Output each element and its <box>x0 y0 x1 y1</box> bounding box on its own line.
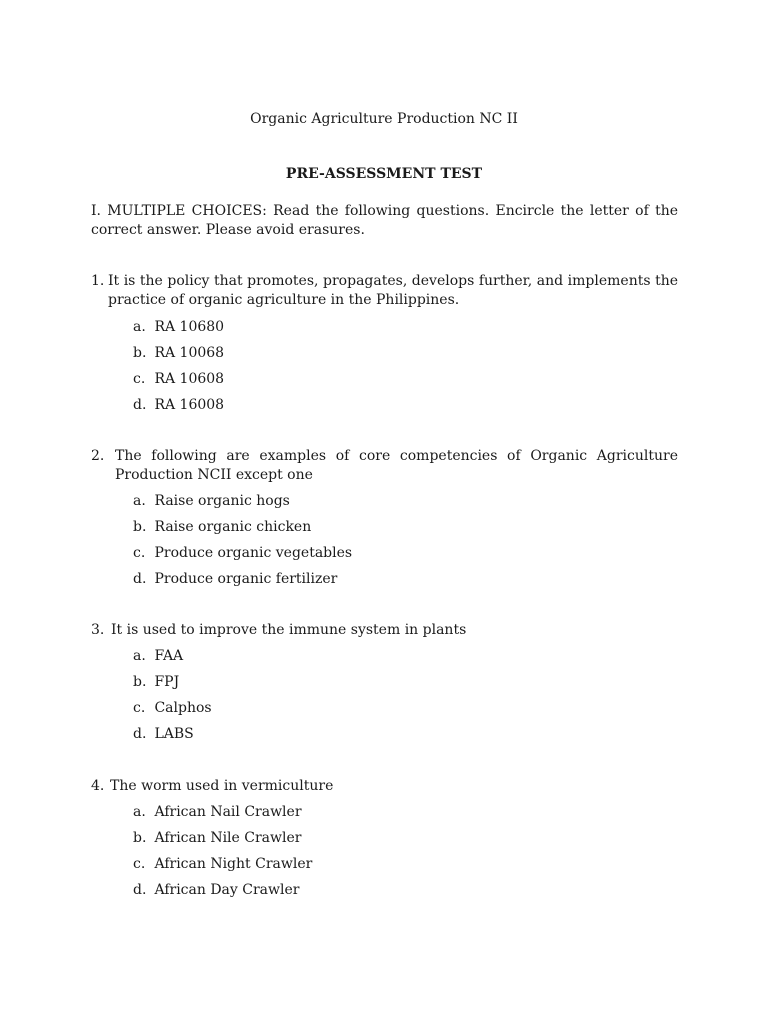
question-text: It is used to improve the immune system in plants <box>111 622 467 638</box>
option-text: RA 16008 <box>154 397 225 413</box>
option-d[interactable] <box>91 725 678 751</box>
question-2 <box>91 447 678 596</box>
option-letter: d. <box>133 571 147 587</box>
option-text: FAA <box>154 648 184 664</box>
question-stem <box>91 272 678 310</box>
option-b[interactable] <box>91 518 678 544</box>
option-text: LABS <box>154 726 194 742</box>
option-list <box>91 492 678 596</box>
instructions-text: I. MULTIPLE CHOICES: Read the following questions. Encircle the letter of the correct answer. Please avoid erasures. <box>91 203 678 238</box>
option-text: RA 10608 <box>154 371 225 387</box>
option-text: African Night Crawler <box>154 856 313 872</box>
option-d[interactable] <box>91 570 678 596</box>
question-text: It is the policy that promotes, propagates, develops further, and implements the practice of organic agriculture in the Philippines. <box>108 273 678 308</box>
option-text: African Nail Crawler <box>154 804 302 820</box>
option-text: African Day Crawler <box>154 882 300 898</box>
option-letter: d. <box>133 726 147 742</box>
option-letter: a. <box>133 319 146 335</box>
option-text: Produce organic fertilizer <box>154 571 338 587</box>
option-b[interactable] <box>91 673 678 699</box>
option-c[interactable] <box>91 370 678 396</box>
option-text: Raise organic chicken <box>154 519 312 535</box>
option-letter: a. <box>133 648 146 664</box>
option-text: RA 10680 <box>154 319 225 335</box>
option-c[interactable] <box>91 855 678 881</box>
option-b[interactable] <box>91 829 678 855</box>
option-letter: a. <box>133 493 146 509</box>
option-a[interactable] <box>91 647 678 673</box>
option-c[interactable] <box>91 699 678 725</box>
option-letter: c. <box>133 700 146 716</box>
document-title: Organic Agriculture Production NC II <box>250 111 518 127</box>
question-stem <box>91 447 678 485</box>
question-4 <box>91 777 678 907</box>
option-a[interactable] <box>91 492 678 518</box>
option-list <box>91 318 678 422</box>
option-list <box>91 803 678 907</box>
option-letter: c. <box>133 545 146 561</box>
question-3 <box>91 621 678 751</box>
option-text: FPJ <box>154 674 180 690</box>
question-stem <box>91 621 678 640</box>
option-text: Raise organic hogs <box>154 493 290 509</box>
option-letter: d. <box>133 882 147 898</box>
option-text: African Nile Crawler <box>154 830 302 846</box>
option-letter: b. <box>133 674 147 690</box>
option-d[interactable] <box>91 396 678 422</box>
option-text: RA 10068 <box>154 345 225 361</box>
option-letter: c. <box>133 856 146 872</box>
option-text: Produce organic vegetables <box>154 545 353 561</box>
question-stem <box>91 777 678 796</box>
question-number: 1. <box>91 273 105 289</box>
document-subtitle: PRE-ASSESSMENT TEST <box>285 166 483 182</box>
option-letter: c. <box>133 371 146 387</box>
option-letter: d. <box>133 397 147 413</box>
option-a[interactable] <box>91 803 678 829</box>
question-text: The following are examples of core competencies of Organic Agriculture Production NCII except one <box>115 448 678 483</box>
question-number: 2. <box>91 448 105 464</box>
question-text: The worm used in vermiculture <box>110 778 334 794</box>
option-letter: b. <box>133 345 147 361</box>
question-number: 3. <box>91 622 105 638</box>
option-list <box>91 647 678 751</box>
option-d[interactable] <box>91 881 678 907</box>
question-number: 4. <box>91 778 105 794</box>
option-a[interactable] <box>91 318 678 344</box>
option-c[interactable] <box>91 544 678 570</box>
option-letter: b. <box>133 830 147 846</box>
option-text: Calphos <box>154 700 212 716</box>
question-1 <box>91 272 678 422</box>
option-b[interactable] <box>91 344 678 370</box>
option-letter: b. <box>133 519 147 535</box>
option-letter: a. <box>133 804 146 820</box>
